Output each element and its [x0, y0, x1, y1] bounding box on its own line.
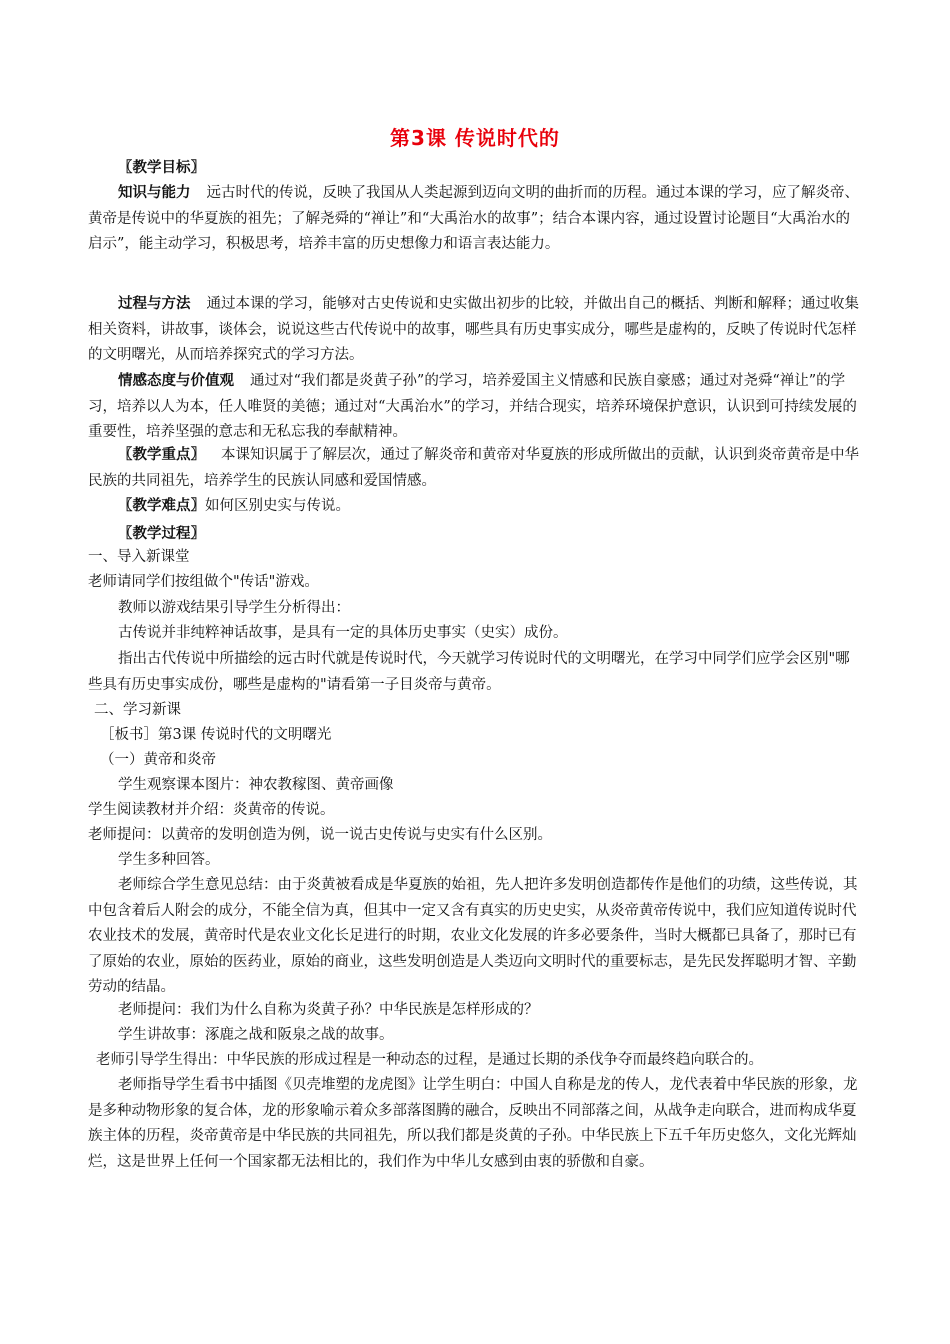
part2-line4: 学生多种回答。	[118, 852, 220, 868]
process-method-label: 过程与方法	[118, 296, 191, 312]
part2-line8: 老师引导学生得出：中华民族的形成过程是一种动态的过程，是通过长期的杀伐争夺而最终趋向联合的。	[96, 1052, 763, 1068]
key-point-paragraph	[88, 443, 860, 494]
attitude-values-label: 情感态度与价值观	[118, 373, 234, 389]
lesson-title: 第3课 传说时代的	[390, 126, 560, 150]
part2-line3: 老师提问：以黄帝的发明创造为例，说一说古史传说与史实有什么区别。	[88, 827, 552, 843]
part2-line1: 学生观察课本图片：神农教稼图、黄帝画像	[118, 777, 394, 793]
part2-heading: 二、学习新课	[94, 702, 181, 718]
board-title: ［板书］第3课 传说时代的文明曙光	[100, 727, 332, 743]
process-method-paragraph	[88, 292, 860, 369]
part1-line3: 古传说并非纯粹神话故事，是具有一定的具体历史事实（史实）成份。	[118, 625, 568, 641]
attitude-values-paragraph	[88, 369, 860, 446]
knowledge-ability-text: 远古时代的传说，反映了我国从人类起源到迈向文明的曲折而的历程。通过本课的学习，应了解炎帝、黄帝是传说中的华夏族的祖先；了解尧舜的“禅让”和“大禹治水的故事”；结合本课内容，通过设置讨论题目“大禹治水的启示”，能主动学习，积极思考，培养丰富的历史想像力和语言表达能力。	[88, 185, 859, 252]
knowledge-ability-paragraph	[88, 181, 860, 258]
key-point-label: 〖教学重点〗	[118, 447, 205, 463]
difficulty-text: 如何区别史实与传说。	[205, 498, 350, 514]
process-method-text: 通过本课的学习，能够对古史传说和史实做出初步的比较，并做出自己的概括、判断和解释；通过收集相关资料，讲故事，谈体会，说说这些古代传说中的故事，哪些具有历史事实成分，哪些是虚构的，反映了传说时代怎样的文明曙光，从而培养探究式的学习方法。	[88, 296, 859, 363]
part2-line2: 学生阅读教材并介绍：炎黄帝的传说。	[88, 802, 335, 818]
part1-paragraph4: 指出古代传说中所描绘的远古时代就是传说时代，今天就学习传说时代的文明曙光，在学习中同学们应学会区别"哪些具有历史事实成份，哪些是虚构的"请看第一子目炎帝与黄帝。	[88, 651, 850, 693]
part1-heading: 一、导入新课堂	[88, 549, 190, 565]
key-point-text: 本课知识属于了解层次，通过了解炎帝和黄帝对华夏族的形成所做出的贡献，认识到炎帝黄帝是中华民族的共同祖先，培养学生的民族认同感和爱国情感。	[88, 447, 859, 489]
attitude-values-text: 通过对“我们都是炎黄子孙”的学习，培养爱国主义情感和民族自豪感；通过对尧舜“禅让”的学习，培养以人为本，任人唯贤的美德；通过对“大禹治水”的学习，并结合现实，培养环境保护意识，认识到可持续发展的重要性，培养坚强的意志和无私忘我的奉献精神。	[88, 373, 857, 440]
part1-line1: 老师请同学们按组做个"传话"游戏。	[88, 574, 319, 590]
knowledge-ability-label: 知识与能力	[118, 185, 191, 201]
part2-paragraph9: 老师指导学生看书中插图《贝壳堆塑的龙虎图》让学生明白：中国人自称是龙的传人，龙代表着中华民族的形象，龙是多种动物形象的复合体，龙的形象喻示着众多部落图腾的融合，反映出不同部落之间，从战争走向联合，进而构成华夏族主体的历程，炎帝黄帝是中华民族的共同祖先，所以我们都是炎黄的子孙。中华民族上下五千年历史悠久，文化光辉灿烂，这是世界上任何一个国家都无法相比的，我们作为中华儿女感到由衷的骄傲和自豪。	[88, 1077, 858, 1170]
teaching-process-header: 〖教学过程〗	[118, 526, 205, 542]
subsection-1-heading: （一）黄帝和炎帝	[100, 752, 216, 768]
difficulty-paragraph	[88, 494, 860, 520]
part1-line2: 教师以游戏结果引导学生分析得出：	[118, 600, 350, 616]
part2-line7: 学生讲故事：涿鹿之战和阪泉之战的故事。	[118, 1027, 394, 1043]
part2-paragraph5: 老师综合学生意见总结：由于炎黄被看成是华夏族的始祖，先人把许多发明创造都传作是他们的功绩，这些传说，其中包含着后人附会的成分，不能全信为真，但其中一定又含有真实的历史史实，从炎帝黄帝传说中，我们应知道传说时代农业技术的发展，黄帝时代是农业文化长足进行的时期，农业文化发展的许多必要条件，当时大概都已具备了，那时已有了原始的农业，原始的医药业，原始的商业，这些发明创造是人类迈向文明时代的重要标志，是先民发挥聪明才智、辛勤劳动的结晶。	[88, 877, 858, 995]
teaching-goals-header: 〖教学目标〗	[118, 160, 205, 176]
difficulty-label: 〖教学难点〗	[118, 498, 205, 514]
part2-line6: 老师提问：我们为什么自称为炎黄子孙？中华民族是怎样形成的？	[118, 1002, 539, 1018]
